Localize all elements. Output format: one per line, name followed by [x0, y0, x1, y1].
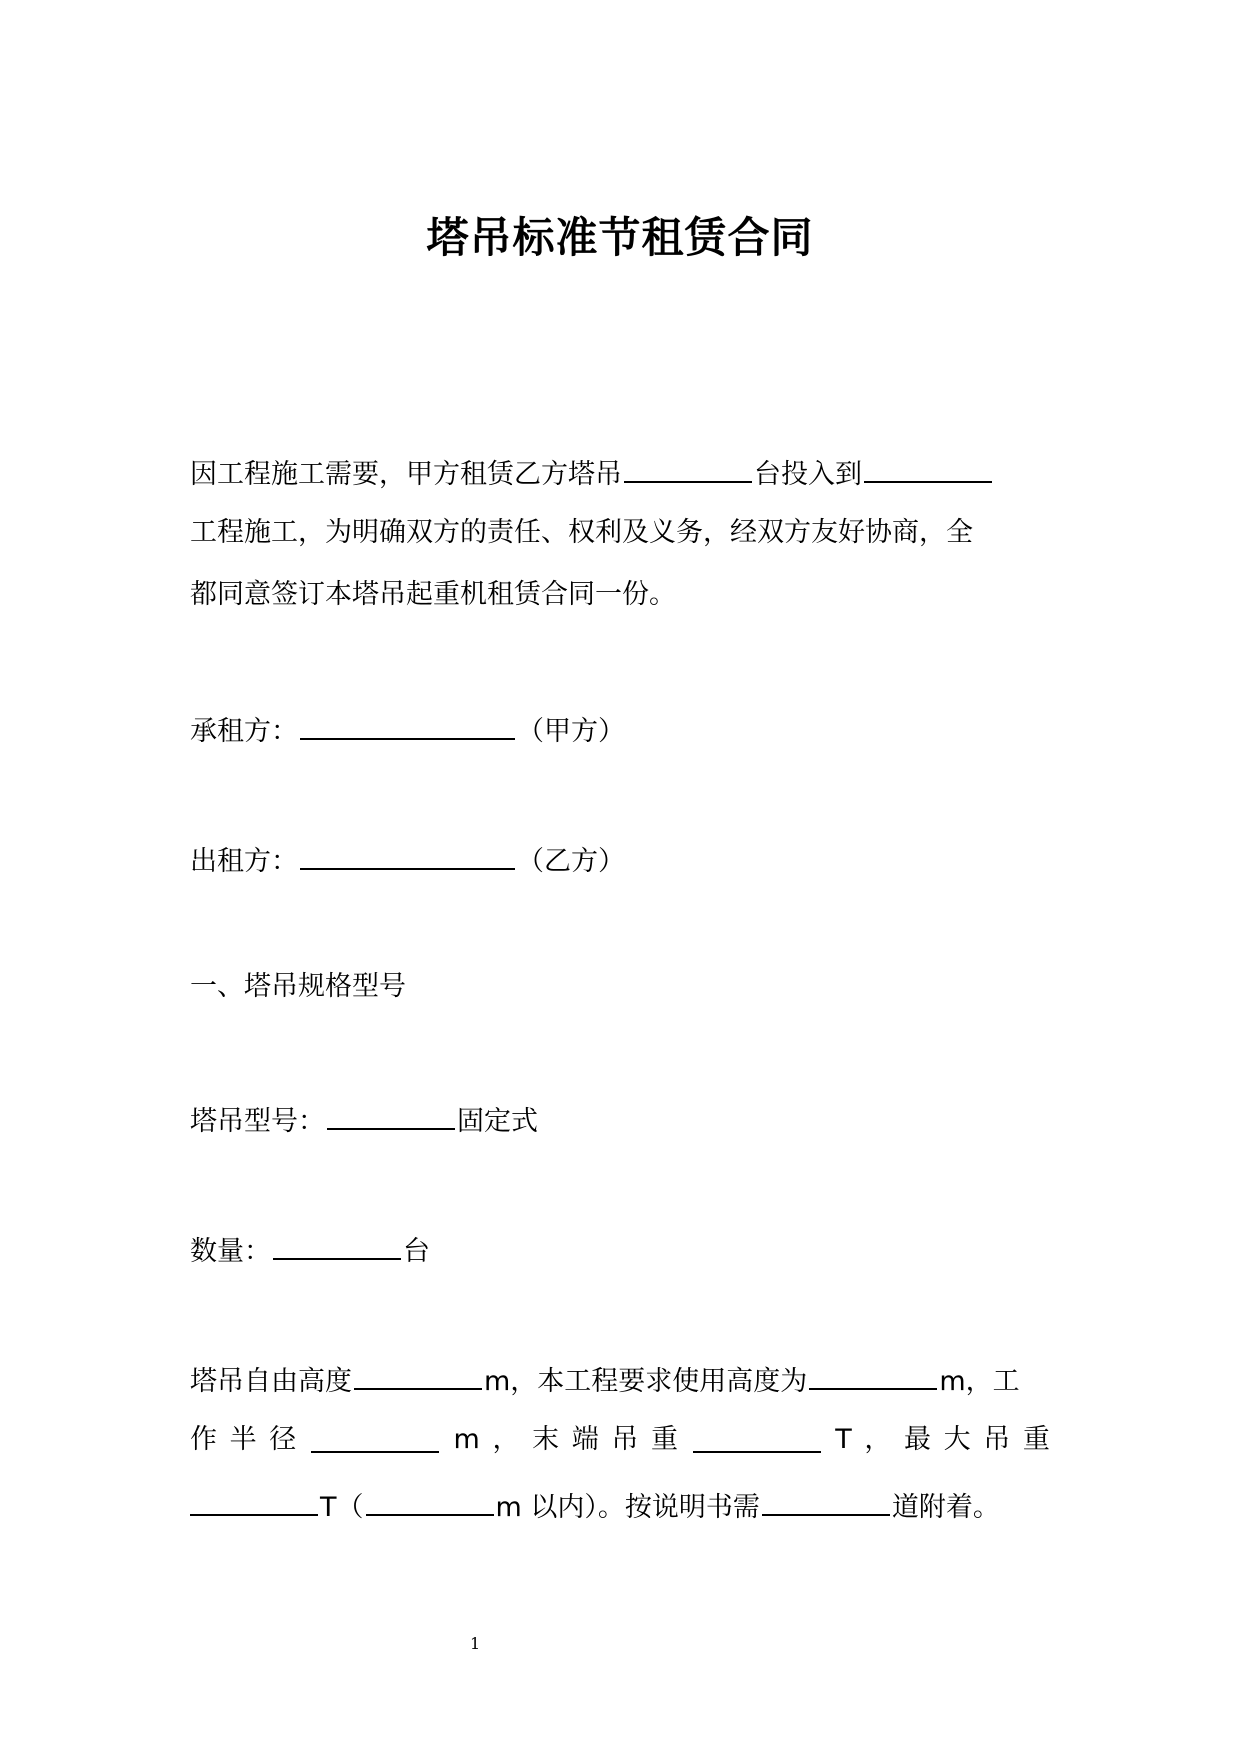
- specs-line-2: [190, 1423, 1050, 1457]
- lessee-name-blank[interactable]: [300, 710, 515, 740]
- specs-char: 径: [269, 1424, 297, 1455]
- attachment-suffix: 道附着。: [891, 1492, 1000, 1523]
- specs-line-1: [190, 1360, 1050, 1399]
- intro-line-1: [190, 453, 1050, 492]
- specs-char: 吊: [611, 1424, 639, 1455]
- free-height-blank[interactable]: [354, 1360, 482, 1390]
- specs-char: 最: [903, 1424, 931, 1455]
- max-load-range-blank[interactable]: [366, 1486, 494, 1516]
- model-suffix: 固定式: [457, 1106, 538, 1137]
- project-name-blank[interactable]: [864, 453, 992, 483]
- intro-line-2: 工程施工，为明确双方的责任、权利及义务，经双方友好协商，全: [190, 517, 973, 548]
- specs-char: 吊: [983, 1424, 1011, 1455]
- lessor-line: [190, 840, 1050, 879]
- end-load-unit: T: [835, 1424, 852, 1455]
- intro-text: 因工程施工需要，甲方租赁乙方塔吊: [190, 459, 622, 490]
- attachment-count-blank[interactable]: [762, 1486, 890, 1516]
- page-number: 1: [470, 1634, 481, 1653]
- free-height-label: 塔吊自由高度: [190, 1366, 352, 1397]
- specs-punct: ，: [864, 1424, 892, 1455]
- specs-char: 作: [190, 1424, 217, 1455]
- document-title: 塔吊标准节租赁合同: [426, 213, 814, 262]
- max-load-unit: T（: [320, 1492, 364, 1523]
- quantity-label: 数量：: [190, 1236, 271, 1267]
- lessor-suffix: （乙方）: [517, 846, 625, 877]
- radius-unit: m: [453, 1424, 480, 1455]
- radius-blank[interactable]: [311, 1423, 439, 1453]
- specs-text: m，工: [939, 1366, 1020, 1397]
- specs-line-3: [190, 1486, 1050, 1525]
- specs-char: 重: [1022, 1424, 1050, 1455]
- model-blank[interactable]: [327, 1100, 455, 1130]
- model-label: 塔吊型号：: [190, 1106, 325, 1137]
- specs-char: 重: [650, 1424, 678, 1455]
- specs-char: 端: [571, 1424, 599, 1455]
- end-load-blank[interactable]: [693, 1423, 821, 1453]
- intro-text: 台投入到: [754, 459, 862, 490]
- attachment-label: m 以内）。按说明书需: [495, 1492, 760, 1523]
- max-load-blank[interactable]: [190, 1486, 318, 1516]
- lessee-line: [190, 710, 1050, 749]
- lessor-label: 出租方：: [190, 846, 298, 877]
- quantity-suffix: 台: [403, 1236, 430, 1267]
- quantity-blank[interactable]: [273, 1230, 401, 1260]
- lessor-name-blank[interactable]: [300, 840, 515, 870]
- specs-punct: ，: [492, 1424, 520, 1455]
- intro-line-3: 都同意签订本塔吊起重机租赁合同一份。: [190, 579, 676, 610]
- specs-char: 大: [943, 1424, 971, 1455]
- use-height-blank[interactable]: [809, 1360, 937, 1390]
- use-height-label: m，本工程要求使用高度为: [484, 1366, 808, 1397]
- crane-count-blank[interactable]: [624, 453, 752, 483]
- specs-char: 半: [229, 1424, 257, 1455]
- specs-char: 末: [532, 1424, 560, 1455]
- model-line: [190, 1100, 1050, 1139]
- lessee-label: 承租方：: [190, 716, 298, 747]
- quantity-line: [190, 1230, 1050, 1269]
- lessee-suffix: （甲方）: [517, 716, 625, 747]
- section-1-heading: 一、塔吊规格型号: [190, 971, 406, 1002]
